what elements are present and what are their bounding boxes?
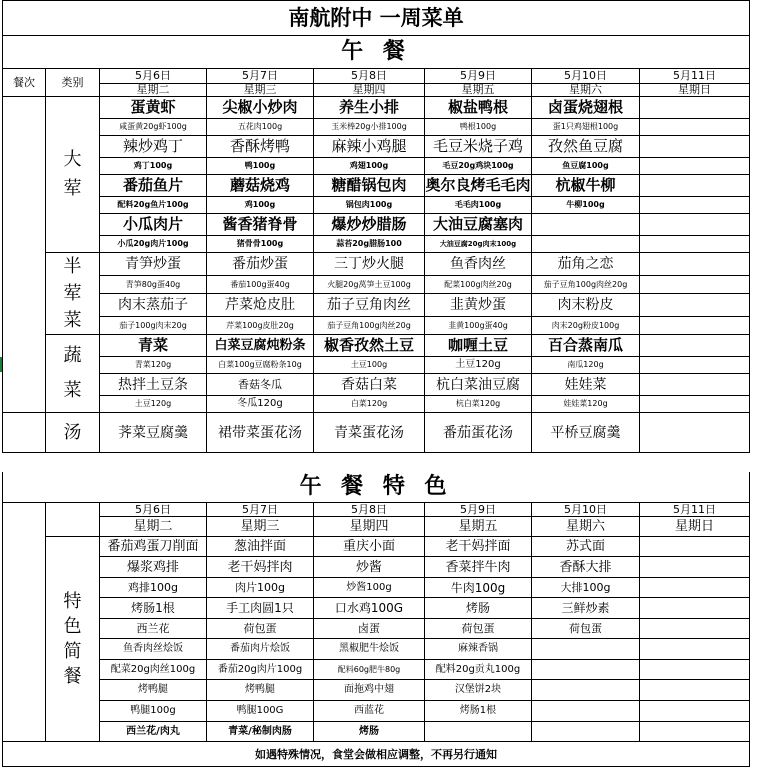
special-item-cell: 爆浆鸡排 xyxy=(100,557,207,578)
date-cell: 5月7日 xyxy=(207,69,314,84)
ingredient-cell: 鸭根100g xyxy=(425,119,532,136)
ingredient-cell: 白菜100g豆腐粉条10g xyxy=(207,357,314,374)
dish-cell: 奥尔良烤毛毛肉 xyxy=(425,175,532,197)
special-item-cell xyxy=(640,557,750,578)
meal-column-soup xyxy=(3,413,46,453)
date-cell: 5月9日 xyxy=(425,503,532,517)
dish-cell: 茄子豆角肉丝 xyxy=(314,293,425,316)
ingredient-cell: 南瓜120g xyxy=(532,357,640,374)
ingredient-cell: 鸡丁100g xyxy=(100,158,207,175)
ingredient-cell: 毛豆20g鸡块100g xyxy=(425,158,532,175)
special-item-cell: 番茄鸡蛋刀削面 xyxy=(100,537,207,557)
special-item-cell: 苏式面 xyxy=(532,537,640,557)
special-item-cell xyxy=(425,722,532,742)
special-item-cell: 鸭腿100G xyxy=(207,701,314,722)
special-item-cell: 荷包蛋 xyxy=(207,619,314,639)
date-cell: 5月9日 xyxy=(425,69,532,84)
dish-cell: 椒香孜然土豆 xyxy=(314,335,425,357)
soup-cell xyxy=(640,413,750,453)
special-item-cell: 荷包蛋 xyxy=(532,619,640,639)
dish-cell xyxy=(640,175,750,197)
date-cell: 5月8日 xyxy=(314,503,425,517)
special-item-cell: 番茄20g肉片100g xyxy=(207,660,314,680)
ingredient-cell xyxy=(532,236,640,253)
dish-cell: 孜然鱼豆腐 xyxy=(532,136,640,158)
special-item-cell: 西兰花/肉丸 xyxy=(100,722,207,742)
ingredient-cell: 配菜100g肉丝20g xyxy=(425,276,532,294)
dish-cell xyxy=(640,253,750,276)
date-cell: 5月10日 xyxy=(532,503,640,517)
special-item-cell: 炒酱 xyxy=(314,557,425,578)
ingredient-cell xyxy=(640,236,750,253)
date-cell: 5月6日 xyxy=(100,69,207,84)
ingredient-cell xyxy=(640,158,750,175)
date-cell: 5月11日 xyxy=(640,69,750,84)
ingredient-cell xyxy=(640,197,750,214)
dish-cell: 热拌土豆条 xyxy=(100,374,207,396)
ingredient-cell xyxy=(640,357,750,374)
special-item-cell: 炒酱100g xyxy=(314,578,425,598)
ingredient-cell: 蛋1只鸡翅根100g xyxy=(532,119,640,136)
special-item-cell xyxy=(532,722,640,742)
dish-cell: 蘑菇烧鸡 xyxy=(207,175,314,197)
special-item-cell: 烤鸭腿 xyxy=(100,680,207,701)
ingredient-cell: 茄子豆角100g肉丝20g xyxy=(532,276,640,294)
special-item-cell xyxy=(532,680,640,701)
dish-cell: 肉末蒸茄子 xyxy=(100,293,207,316)
dish-cell: 蛋黄虾 xyxy=(100,97,207,119)
weekday-cell: 星期二 xyxy=(100,517,207,537)
dish-cell: 肉末粉皮 xyxy=(532,293,640,316)
weekday-cell: 星期六 xyxy=(532,83,640,96)
special-item-cell: 鱼香肉丝烩饭 xyxy=(100,639,207,660)
special-item-cell: 老干妈拌面 xyxy=(425,537,532,557)
special-item-cell: 烤肠1根 xyxy=(100,598,207,619)
ingredient-cell xyxy=(640,276,750,294)
weekday-cell: 星期三 xyxy=(207,517,314,537)
special-item-cell xyxy=(532,701,640,722)
dish-cell: 麻辣小鸡腿 xyxy=(314,136,425,158)
ingredient-cell: 青菜120g xyxy=(100,357,207,374)
dish-cell: 香菇冬瓜 xyxy=(207,374,314,396)
ingredient-cell: 肉末20g粉皮100g xyxy=(532,317,640,335)
special-item-cell: 三鲜炒素 xyxy=(532,598,640,619)
special-item-cell: 大排100g xyxy=(532,578,640,598)
dish-cell xyxy=(640,293,750,316)
special-item-cell xyxy=(640,722,750,742)
special-item-cell: 重庆小面 xyxy=(314,537,425,557)
date-cell: 5月6日 xyxy=(100,503,207,517)
ingredient-cell: 土豆100g xyxy=(314,357,425,374)
page-title: 南航附中 一周菜单 xyxy=(3,1,750,36)
ingredient-cell: 韭黄100g蛋40g xyxy=(425,317,532,335)
dish-cell: 咖喱土豆 xyxy=(425,335,532,357)
special-item-cell: 鸭腿100g xyxy=(100,701,207,722)
weekday-cell: 星期四 xyxy=(314,517,425,537)
category-vegetable: 蔬菜 xyxy=(46,335,100,413)
special-menu-table xyxy=(2,472,750,767)
special-item-cell: 牛肉100g xyxy=(425,578,532,598)
special-item-cell: 西兰花 xyxy=(100,619,207,639)
dish-cell: 百合蒸南瓜 xyxy=(532,335,640,357)
special-item-cell: 配料60g肥牛80g xyxy=(314,660,425,680)
weekday-cell: 星期二 xyxy=(100,83,207,96)
weekday-cell: 星期五 xyxy=(425,517,532,537)
special-item-cell xyxy=(640,598,750,619)
dish-cell xyxy=(532,214,640,236)
special-item-cell: 配料20g贡丸100g xyxy=(425,660,532,680)
ingredient-cell: 鸡翅100g xyxy=(314,158,425,175)
dish-cell: 爆炒炒腊肠 xyxy=(314,214,425,236)
ingredient-cell: 青笋80g蛋40g xyxy=(100,276,207,294)
special-item-cell: 香酥大排 xyxy=(532,557,640,578)
dish-cell: 毛豆米烧子鸡 xyxy=(425,136,532,158)
ingredient-cell xyxy=(640,119,750,136)
ingredient-cell: 土豆120g xyxy=(425,357,532,374)
ingredient-cell: 五花肉100g xyxy=(207,119,314,136)
special-item-cell: 香菜拌牛肉 xyxy=(425,557,532,578)
weekday-cell: 星期日 xyxy=(640,83,750,96)
dish-cell: 尖椒小炒肉 xyxy=(207,97,314,119)
special-item-cell: 配菜20g肉丝100g xyxy=(100,660,207,680)
dish-cell: 鱼香肉丝 xyxy=(425,253,532,276)
soup-cell: 青菜蛋花汤 xyxy=(314,413,425,453)
dish-cell: 香菇白菜 xyxy=(314,374,425,396)
ingredient-cell xyxy=(640,317,750,335)
special-item-cell: 青菜/秘制肉肠 xyxy=(207,722,314,742)
dish-cell: 椒盐鸭根 xyxy=(425,97,532,119)
ingredient-cell: 猪骨骨100g xyxy=(207,236,314,253)
ingredient-cell: 茄子100g肉末20g xyxy=(100,317,207,335)
ingredient-cell xyxy=(640,396,750,413)
special-item-cell: 老干妈拌肉 xyxy=(207,557,314,578)
ingredient-cell: 冬瓜120g xyxy=(207,396,314,413)
date-cell: 5月7日 xyxy=(207,503,314,517)
dish-cell: 娃娃菜 xyxy=(532,374,640,396)
ingredient-cell: 鸡100g xyxy=(207,197,314,214)
soup-cell: 荠菜豆腐羹 xyxy=(100,413,207,453)
ingredient-cell: 咸蛋黄20g虾100g xyxy=(100,119,207,136)
ingredient-cell: 玉米棒20g小排100g xyxy=(314,119,425,136)
lunch-menu-table xyxy=(2,0,750,453)
ingredient-cell: 鱼豆腐100g xyxy=(532,158,640,175)
category-column-header: 类别 xyxy=(46,69,100,97)
special-item-cell: 烤鸭腿 xyxy=(207,680,314,701)
weekday-cell: 星期四 xyxy=(314,83,425,96)
category-meat: 大荤 xyxy=(46,97,100,253)
weekday-cell: 星期五 xyxy=(425,83,532,96)
special-item-cell xyxy=(640,660,750,680)
category-special-set-meal: 特色简餐 xyxy=(46,537,100,742)
dish-cell xyxy=(640,335,750,357)
ingredient-cell: 鸭100g xyxy=(207,158,314,175)
dish-cell: 番茄鱼片 xyxy=(100,175,207,197)
dish-cell xyxy=(640,136,750,158)
ingredient-cell: 锅包肉100g xyxy=(314,197,425,214)
dish-cell: 糖醋锅包肉 xyxy=(314,175,425,197)
ingredient-cell: 茄子豆角100g肉丝20g xyxy=(314,317,425,335)
dish-cell xyxy=(640,214,750,236)
dish-cell: 杭白菜油豆腐 xyxy=(425,374,532,396)
ingredient-cell: 毛毛肉100g xyxy=(425,197,532,214)
meal-column xyxy=(3,97,46,413)
special-item-cell: 烤肠 xyxy=(314,722,425,742)
dish-cell: 卤蛋烧翅根 xyxy=(532,97,640,119)
special-item-cell: 烤肠 xyxy=(425,598,532,619)
dish-cell: 辣炒鸡丁 xyxy=(100,136,207,158)
dish-cell: 白菜豆腐炖粉条 xyxy=(207,335,314,357)
soup-cell: 平桥豆腐羹 xyxy=(532,413,640,453)
dish-cell: 青菜 xyxy=(100,335,207,357)
dish-cell: 杭椒牛柳 xyxy=(532,175,640,197)
ingredient-cell: 芹菜100g皮肚20g xyxy=(207,317,314,335)
weekday-cell: 星期日 xyxy=(640,517,750,537)
special-item-cell xyxy=(532,639,640,660)
special-meal-column xyxy=(3,503,46,742)
ingredient-cell: 蒜苔20g腊肠100 xyxy=(314,236,425,253)
ingredient-cell: 牛柳100g xyxy=(532,197,640,214)
dish-cell: 芹菜炝皮肚 xyxy=(207,293,314,316)
ingredient-cell: 番茄100g蛋40g xyxy=(207,276,314,294)
special-item-cell: 黑椒肥牛烩饭 xyxy=(314,639,425,660)
special-item-cell: 葱油拌面 xyxy=(207,537,314,557)
special-item-cell: 卤蛋 xyxy=(314,619,425,639)
ingredient-cell: 火腿20g莴笋土豆100g xyxy=(314,276,425,294)
lunch-heading: 午 餐 xyxy=(3,36,750,69)
special-item-cell: 荷包蛋 xyxy=(425,619,532,639)
dish-cell: 酱香猪脊骨 xyxy=(207,214,314,236)
dish-cell: 番茄炒蛋 xyxy=(207,253,314,276)
date-cell: 5月8日 xyxy=(314,69,425,84)
dish-cell: 大油豆腐塞肉 xyxy=(425,214,532,236)
ingredient-cell: 小瓜20g肉片100g xyxy=(100,236,207,253)
special-item-cell: 汉堡饼2块 xyxy=(425,680,532,701)
special-item-cell: 口水鸡100G xyxy=(314,598,425,619)
special-item-cell xyxy=(640,680,750,701)
special-item-cell xyxy=(532,660,640,680)
special-heading: 午 餐 特 色 xyxy=(3,472,750,503)
ingredient-cell: 杭白菜120g xyxy=(425,396,532,413)
dish-cell: 小瓜肉片 xyxy=(100,214,207,236)
special-item-cell xyxy=(640,619,750,639)
special-item-cell: 手工肉圆1只 xyxy=(207,598,314,619)
dish-cell xyxy=(640,97,750,119)
ingredient-cell: 土豆120g xyxy=(100,396,207,413)
date-cell: 5月10日 xyxy=(532,69,640,84)
special-item-cell: 麻辣香锅 xyxy=(425,639,532,660)
weekday-cell: 星期六 xyxy=(532,517,640,537)
dish-cell: 青笋炒蛋 xyxy=(100,253,207,276)
date-cell: 5月11日 xyxy=(640,503,750,517)
ingredient-cell: 娃娃菜120g xyxy=(532,396,640,413)
soup-cell: 裙带菜蛋花汤 xyxy=(207,413,314,453)
special-item-cell xyxy=(640,701,750,722)
special-item-cell: 西蓝花 xyxy=(314,701,425,722)
dish-cell: 韭黄炒蛋 xyxy=(425,293,532,316)
dish-cell: 茄角之恋 xyxy=(532,253,640,276)
special-item-cell: 番茄肉片烩饭 xyxy=(207,639,314,660)
category-half-meat: 半荤菜 xyxy=(46,253,100,335)
weekday-cell: 星期三 xyxy=(207,83,314,96)
category-soup: 汤 xyxy=(46,413,100,453)
ingredient-cell: 白菜120g xyxy=(314,396,425,413)
special-category-header xyxy=(46,503,100,537)
soup-cell: 番茄蛋花汤 xyxy=(425,413,532,453)
special-item-cell: 面拖鸡中翅 xyxy=(314,680,425,701)
dish-cell: 三丁炒火腿 xyxy=(314,253,425,276)
special-item-cell: 烤肠1根 xyxy=(425,701,532,722)
ingredient-cell: 大油豆腐20g肉末100g xyxy=(425,236,532,253)
special-item-cell xyxy=(640,537,750,557)
ingredient-cell: 配料20g鱼片100g xyxy=(100,197,207,214)
special-item-cell xyxy=(640,578,750,598)
special-item-cell: 鸡排100g xyxy=(100,578,207,598)
meal-column-header: 餐次 xyxy=(3,69,46,97)
special-item-cell xyxy=(640,639,750,660)
notice-footer: 如遇特殊情况，食堂会做相应调整，不再另行通知 xyxy=(3,742,750,767)
dish-cell xyxy=(640,374,750,396)
dish-cell: 养生小排 xyxy=(314,97,425,119)
dish-cell: 香酥烤鸭 xyxy=(207,136,314,158)
special-item-cell: 肉片100g xyxy=(207,578,314,598)
